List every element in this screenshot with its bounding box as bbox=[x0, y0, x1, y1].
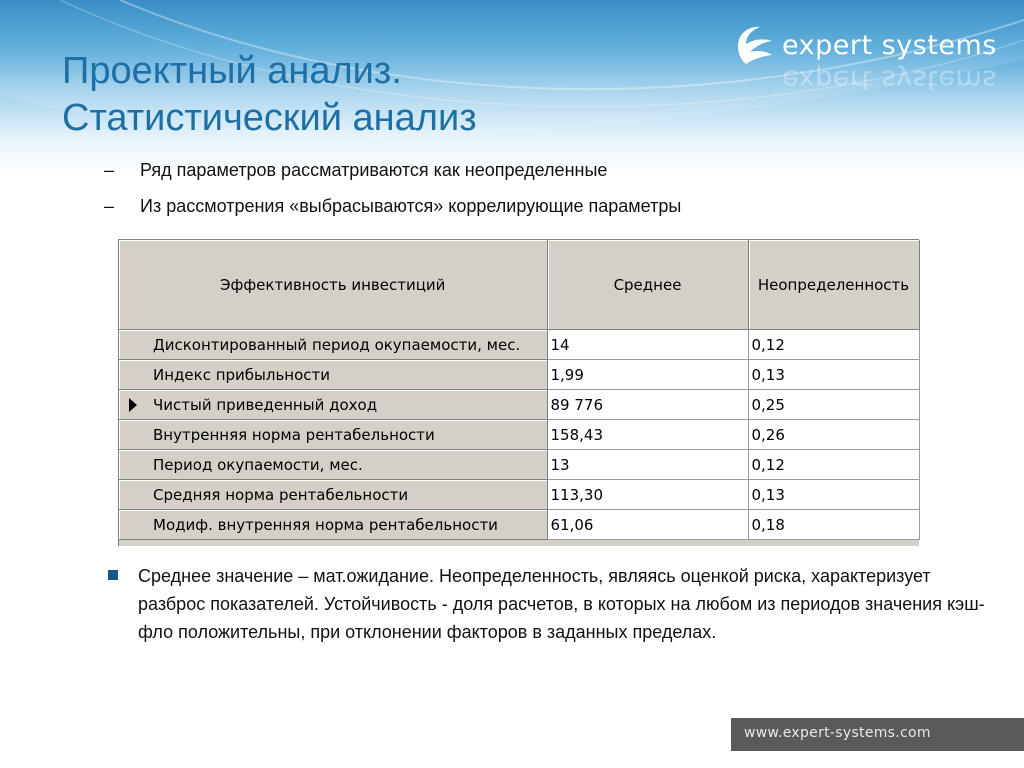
row-header[interactable] bbox=[119, 330, 547, 360]
mean-cell[interactable]: 61,06 bbox=[547, 510, 748, 540]
note-text: Среднее значение – мат.ожидание. Неопределенность, являясь оценкой риска, характеризует разброс показателей. Устойчивость - доля расчетов, в которых на любом из периодов значения кэш-фло положительны, при отклонении факторов в заданных пределах. bbox=[138, 566, 985, 642]
row-label: Индекс прибыльности bbox=[153, 365, 331, 384]
bullet-item bbox=[104, 194, 681, 230]
row-header[interactable] bbox=[119, 360, 547, 390]
uncertainty-cell[interactable]: 0,12 bbox=[748, 330, 919, 360]
explanatory-note bbox=[108, 562, 988, 646]
column-header-efficiency[interactable]: Эффективность инвестиций bbox=[119, 240, 547, 330]
mean-cell[interactable]: 113,30 bbox=[547, 480, 748, 510]
column-header-mean[interactable]: Среднее bbox=[547, 240, 748, 330]
company-logo bbox=[732, 20, 1022, 110]
mean-cell[interactable]: 13 bbox=[547, 450, 748, 480]
dash-bullet-list bbox=[104, 158, 681, 230]
footer-url[interactable]: www.expert-systems.com bbox=[744, 725, 931, 741]
logo-text: expert systems bbox=[782, 30, 997, 61]
row-header[interactable] bbox=[119, 510, 547, 540]
logo-text-reflection: expert systems bbox=[782, 64, 997, 95]
mean-cell[interactable]: 158,43 bbox=[547, 420, 748, 450]
row-header[interactable] bbox=[119, 480, 547, 510]
page-title bbox=[62, 48, 477, 142]
uncertainty-cell[interactable]: 0,26 bbox=[748, 420, 919, 450]
investment-efficiency-grid bbox=[118, 239, 919, 546]
dash-marker: – bbox=[104, 196, 115, 216]
table-row[interactable] bbox=[119, 360, 919, 390]
row-pointer-icon bbox=[129, 398, 137, 412]
row-header[interactable] bbox=[119, 390, 547, 420]
dash-marker: – bbox=[104, 160, 115, 180]
bullet-text: Ряд параметров рассматриваются как неопределенные bbox=[140, 160, 608, 180]
expert-systems-logo-icon bbox=[732, 22, 776, 66]
table-row[interactable] bbox=[119, 330, 919, 360]
page-title-line-1: Проектный анализ. bbox=[62, 50, 402, 92]
uncertainty-cell[interactable]: 0,13 bbox=[748, 480, 919, 510]
row-label: Дисконтированный период окупаемости, мес. bbox=[153, 335, 521, 354]
page-title-line-2: Статистический анализ bbox=[62, 97, 477, 139]
column-header-uncertainty[interactable]: Неопределенность bbox=[748, 240, 919, 330]
table-row[interactable] bbox=[119, 510, 919, 540]
row-label: Период окупаемости, мес. bbox=[153, 455, 363, 474]
row-label: Чистый приведенный доход bbox=[153, 395, 378, 414]
row-header[interactable] bbox=[119, 420, 547, 450]
uncertainty-cell[interactable]: 0,18 bbox=[748, 510, 919, 540]
uncertainty-cell[interactable]: 0,25 bbox=[748, 390, 919, 420]
table-row-current[interactable] bbox=[119, 390, 919, 420]
bullet-item bbox=[104, 158, 681, 194]
table-row[interactable] bbox=[119, 420, 919, 450]
table-row[interactable] bbox=[119, 450, 919, 480]
table-row[interactable] bbox=[119, 480, 919, 510]
bullet-text: Из рассмотрения «выбрасываются» коррелирующие параметры bbox=[140, 196, 682, 216]
uncertainty-cell[interactable]: 0,13 bbox=[748, 360, 919, 390]
mean-cell[interactable]: 89 776 bbox=[547, 390, 748, 420]
row-label: Средняя норма рентабельности bbox=[153, 485, 409, 504]
row-label: Внутренняя норма рентабельности bbox=[153, 425, 435, 444]
uncertainty-cell[interactable]: 0,12 bbox=[748, 450, 919, 480]
mean-cell[interactable]: 1,99 bbox=[547, 360, 748, 390]
row-label: Модиф. внутренняя норма рентабельности bbox=[153, 515, 498, 534]
square-bullet-icon bbox=[108, 570, 118, 580]
mean-cell[interactable]: 14 bbox=[547, 330, 748, 360]
row-header[interactable] bbox=[119, 450, 547, 480]
footer-bar bbox=[731, 718, 1024, 751]
